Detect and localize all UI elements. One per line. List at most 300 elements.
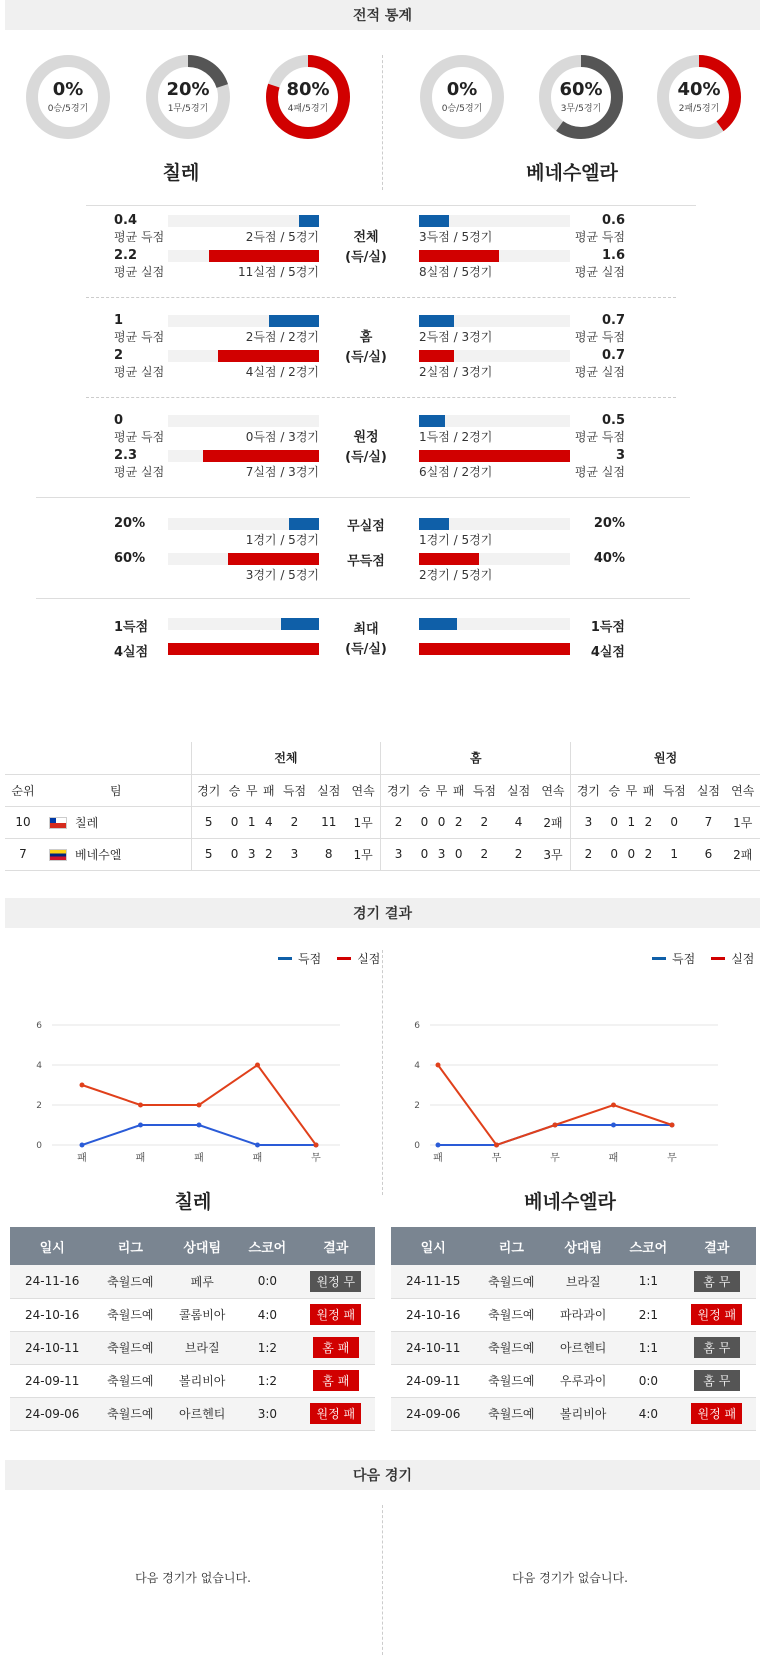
max-bar (419, 643, 570, 655)
result-opp: 볼리비아 (547, 1397, 619, 1430)
stat-detail: 2득점 / 3경기 (419, 330, 493, 344)
column-header: 결과 (297, 1227, 375, 1265)
result-cell (297, 1397, 375, 1430)
clean-detail: 2경기 / 5경기 (419, 568, 493, 582)
result-league: 축월드예 (475, 1331, 547, 1364)
concede-bar (419, 450, 570, 462)
table-row (391, 1298, 756, 1331)
table-row (391, 1265, 756, 1298)
stat-cell: 2 (640, 838, 657, 870)
column-header: 무 (243, 774, 260, 806)
concede-bar (218, 350, 319, 362)
clean-detail: 3경기 / 5경기 (245, 568, 319, 582)
stat-detail: 3득점 / 5경기 (419, 230, 493, 244)
column-header: 리그 (475, 1227, 547, 1265)
donut-percent: 0% (446, 79, 478, 100)
stat-value: 3 (615, 448, 625, 463)
clean-title: 무득점 (347, 554, 385, 569)
donut-chart (657, 55, 741, 139)
stat-cell: 1무 (346, 838, 381, 870)
stat-value: 0 (114, 413, 124, 428)
x-tick-label: 무 (491, 1153, 502, 1164)
no-next-match-home: 다음 경기가 없습니다. (135, 1571, 251, 1585)
column-header: 경기 (381, 774, 416, 806)
stat-cell: 0 (416, 806, 433, 838)
stat-cell: 5 (191, 806, 226, 838)
result-cell (297, 1364, 375, 1397)
section-header-next: 다음 경기 (5, 1460, 760, 1490)
result-league: 축월드예 (94, 1298, 166, 1331)
team-name: 칠레 (75, 815, 99, 830)
donut-subtext: 0승/5경기 (47, 104, 89, 114)
stat-cell: 8 (312, 838, 346, 870)
donut-subtext: 1무/5경기 (167, 104, 209, 114)
column-header: 리그 (94, 1227, 166, 1265)
concede-bar (419, 250, 499, 262)
result-cell (297, 1265, 375, 1298)
stat-cell: 2 (467, 806, 501, 838)
divider (382, 950, 383, 1195)
stat-detail: 2득점 / 5경기 (245, 230, 319, 244)
donut-subtext: 0승/5경기 (441, 104, 483, 114)
score-bar (419, 315, 454, 327)
block-subtitle: (득/실) (345, 250, 387, 265)
column-header: 무 (433, 774, 450, 806)
stat-value: 0.6 (601, 213, 625, 228)
stat-cell: 4 (501, 806, 535, 838)
stat-cell: 1 (623, 806, 640, 838)
legend-away (636, 950, 754, 967)
result-badge: 원정 패 (310, 1403, 361, 1424)
block-title: 홈 (359, 330, 373, 345)
result-opp: 콜롬비아 (166, 1298, 238, 1331)
standings-table (5, 742, 760, 871)
result-score: 2:1 (619, 1298, 677, 1331)
team-name-home: 칠레 (162, 162, 200, 184)
stat-label: 평균 득점 (574, 330, 625, 344)
stat-value: 0.4 (114, 213, 138, 228)
max-value: 4실점 (114, 645, 149, 660)
stat-detail: 0득점 / 3경기 (245, 430, 319, 444)
stat-cell: 0 (606, 838, 623, 870)
max-value: 1득점 (590, 620, 625, 635)
column-header: 패 (260, 774, 277, 806)
stat-cell: 2 (640, 806, 657, 838)
stat-cell: 0 (416, 838, 433, 870)
result-opp: 아르헨티 (166, 1397, 238, 1430)
donut-percent: 20% (166, 79, 210, 100)
stat-label: 평균 득점 (114, 230, 165, 244)
result-date: 24-09-06 (391, 1397, 475, 1430)
result-score: 1:1 (619, 1265, 677, 1298)
column-header: 순위 (5, 774, 41, 806)
table-row (391, 1331, 756, 1364)
group-away: 원정 (571, 742, 760, 774)
block-subtitle: (득/실) (345, 350, 387, 365)
stat-detail: 1득점 / 2경기 (419, 430, 493, 444)
stat-cell: 2 (260, 838, 277, 870)
concede-bar (419, 350, 454, 362)
table-row (10, 1298, 375, 1331)
y-tick-label: 2 (414, 1101, 420, 1111)
result-score: 4:0 (619, 1397, 677, 1430)
stat-cell: 4 (260, 806, 277, 838)
stat-cell: 2 (450, 806, 467, 838)
result-league: 축월드예 (94, 1397, 166, 1430)
line-chart-home (30, 1005, 365, 1175)
stat-value: 1 (114, 313, 124, 328)
result-league: 축월드예 (94, 1364, 166, 1397)
y-tick-label: 4 (36, 1061, 42, 1071)
stat-detail: 4실점 / 2경기 (245, 365, 319, 379)
stat-label: 평균 득점 (574, 430, 625, 444)
table-row (10, 1331, 375, 1364)
column-header: 상대팀 (166, 1227, 238, 1265)
result-badge: 원정 패 (691, 1304, 742, 1325)
stat-block-title (336, 328, 396, 368)
result-score: 4:0 (238, 1298, 296, 1331)
stat-cell: 2 (467, 838, 501, 870)
block-title: 최대 (353, 622, 379, 637)
stat-block-title (336, 428, 396, 468)
result-badge: 원정 무 (310, 1271, 361, 1292)
result-score: 3:0 (238, 1397, 296, 1430)
result-opp: 아르헨티 (547, 1331, 619, 1364)
stat-cell: 2 (501, 838, 535, 870)
clean-value: 60% (114, 551, 146, 566)
clean-detail: 1경기 / 5경기 (245, 533, 319, 547)
data-point (436, 1143, 441, 1148)
x-tick-label: 무 (550, 1153, 560, 1164)
data-point (138, 1123, 143, 1128)
stat-cell: 1 (243, 806, 260, 838)
data-point (436, 1063, 441, 1068)
divider (36, 497, 690, 498)
max-value: 4실점 (590, 645, 625, 660)
stat-cell: 2 (277, 806, 311, 838)
donut-subtext: 3무/5경기 (560, 104, 602, 114)
column-header: 득점 (467, 774, 501, 806)
column-header: 결과 (678, 1227, 756, 1265)
section-header-stats: 전적 통계 (5, 0, 760, 30)
result-league: 축월드예 (475, 1364, 547, 1397)
column-header: 승 (226, 774, 243, 806)
stat-cell: 2 (381, 806, 416, 838)
clean-bar (289, 518, 319, 530)
stat-value: 0.5 (601, 413, 625, 428)
result-date: 24-09-11 (391, 1364, 475, 1397)
y-tick-label: 0 (414, 1141, 420, 1151)
no-next-match-away: 다음 경기가 없습니다. (512, 1571, 628, 1585)
clean-bar (419, 518, 449, 530)
data-point (670, 1123, 675, 1128)
clean-value: 20% (593, 516, 625, 531)
clean-title: 무실점 (347, 519, 385, 534)
stat-detail: 8실점 / 5경기 (419, 265, 493, 279)
stat-cell: 0 (226, 838, 243, 870)
legend-score: 득점 (298, 952, 322, 966)
stat-cell: 0 (606, 806, 623, 838)
flag-icon (49, 817, 67, 829)
legend-score: 득점 (672, 952, 696, 966)
x-tick-label: 패 (252, 1153, 263, 1164)
x-tick-label: 패 (433, 1153, 443, 1164)
column-header: 득점 (657, 774, 691, 806)
donut-percent: 80% (286, 79, 330, 100)
result-badge: 홈 패 (313, 1370, 359, 1391)
divider (86, 297, 676, 298)
stat-cell: 1무 (726, 806, 760, 838)
standings-row (5, 838, 760, 870)
stat-value: 2 (114, 348, 124, 363)
stat-cell: 3 (381, 838, 416, 870)
y-tick-label: 6 (414, 1021, 420, 1031)
results-header (10, 1227, 375, 1265)
column-header: 승 (606, 774, 623, 806)
stat-label: 평균 실점 (574, 465, 625, 479)
column-header: 상대팀 (547, 1227, 619, 1265)
result-cell (678, 1331, 756, 1364)
stat-value: 0.7 (601, 348, 625, 363)
stat-cell: 2패 (726, 838, 760, 870)
stat-detail: 7실점 / 3경기 (245, 465, 319, 479)
stat-cell: 0 (657, 806, 691, 838)
x-tick-label: 패 (194, 1153, 204, 1164)
result-date: 24-10-11 (391, 1331, 475, 1364)
divider (86, 397, 676, 398)
results-header (391, 1227, 756, 1265)
stat-label: 평균 득점 (574, 230, 625, 244)
flag-canton (50, 818, 56, 823)
table-row (10, 1364, 375, 1397)
x-tick-label: 패 (135, 1153, 146, 1164)
stat-cell: 6 (691, 838, 725, 870)
column-header: 무 (623, 774, 640, 806)
result-badge: 홈 무 (694, 1370, 740, 1391)
donut-chart (539, 55, 623, 139)
result-cell (678, 1265, 756, 1298)
flag-icon (49, 849, 67, 861)
legend-concede: 실점 (731, 952, 755, 966)
clean-bar (228, 553, 319, 565)
concede-bar (209, 250, 319, 262)
result-score: 0:0 (238, 1265, 296, 1298)
data-point (138, 1103, 143, 1108)
column-header: 스코어 (238, 1227, 296, 1265)
result-opp: 페루 (166, 1265, 238, 1298)
team-name-away: 베네수엘라 (526, 162, 618, 184)
legend-home (262, 950, 380, 967)
team-cell (41, 806, 191, 838)
result-opp: 우루과이 (547, 1364, 619, 1397)
divider (382, 1505, 383, 1655)
results-table-away (391, 1227, 756, 1431)
y-tick-label: 0 (36, 1141, 42, 1151)
result-date: 24-10-16 (391, 1298, 475, 1331)
bar-track (168, 215, 319, 227)
divider (86, 205, 696, 206)
results-team-home: 칠레 (174, 1191, 212, 1213)
result-opp: 브라질 (547, 1265, 619, 1298)
stat-label: 평균 득점 (114, 330, 165, 344)
result-opp: 파라과이 (547, 1298, 619, 1331)
stat-cell: 0 (623, 838, 640, 870)
y-tick-label: 6 (36, 1021, 42, 1031)
stat-cell: 0 (433, 806, 450, 838)
stat-cell: 1 (657, 838, 691, 870)
donut-percent: 60% (559, 79, 603, 100)
clean-detail: 1경기 / 5경기 (419, 533, 493, 547)
stat-detail: 2득점 / 2경기 (245, 330, 319, 344)
stat-cell: 1무 (346, 806, 381, 838)
result-badge: 원정 패 (691, 1403, 742, 1424)
column-header: 연속 (346, 774, 381, 806)
table-row (391, 1397, 756, 1430)
results-table-home (10, 1227, 375, 1431)
stat-block-title (336, 228, 396, 268)
max-bar (168, 643, 319, 655)
stat-value: 1.6 (601, 248, 625, 263)
result-cell (297, 1298, 375, 1331)
stat-cell: 3 (571, 806, 606, 838)
column-header: 득점 (277, 774, 311, 806)
block-title: 전체 (353, 230, 379, 245)
result-score: 1:2 (238, 1364, 296, 1397)
result-badge: 원정 패 (310, 1304, 361, 1325)
standings-header (5, 774, 760, 806)
legend-swatch (278, 957, 292, 960)
donut-percent: 40% (677, 79, 721, 100)
result-badge: 홈 무 (694, 1271, 740, 1292)
result-score: 1:1 (619, 1331, 677, 1364)
data-point (553, 1123, 558, 1128)
column-header: 팀 (41, 774, 191, 806)
donut-subtext: 4패/5경기 (287, 104, 329, 114)
column-header: 실점 (501, 774, 535, 806)
block-title: 원정 (353, 430, 379, 445)
legend-concede: 실점 (357, 952, 381, 966)
stat-cell: 3 (277, 838, 311, 870)
score-bar (419, 415, 445, 427)
column-header: 승 (416, 774, 433, 806)
column-header: 패 (640, 774, 657, 806)
max-title (336, 620, 396, 660)
max-bar (281, 618, 319, 630)
divider (382, 55, 383, 190)
team-name: 베네수엘 (75, 847, 122, 862)
donut-chart (266, 55, 350, 139)
result-badge: 홈 패 (313, 1337, 359, 1358)
concede-bar (203, 450, 319, 462)
x-tick-label: 무 (311, 1153, 321, 1164)
stat-cell: 3무 (536, 838, 571, 870)
data-point (197, 1103, 202, 1108)
rank: 7 (5, 838, 41, 870)
clean-value: 40% (593, 551, 625, 566)
result-date: 24-11-15 (391, 1265, 475, 1298)
max-bar (419, 618, 457, 630)
x-tick-label: 패 (608, 1153, 619, 1164)
result-badge: 홈 무 (694, 1337, 740, 1358)
column-header: 경기 (191, 774, 226, 806)
section-header-results: 경기 결과 (5, 898, 760, 928)
stat-label: 평균 실점 (574, 365, 625, 379)
group-total: 전체 (191, 742, 381, 774)
donut-chart (420, 55, 504, 139)
donut-chart (146, 55, 230, 139)
result-cell (678, 1364, 756, 1397)
data-point (255, 1143, 260, 1148)
series-line (438, 1125, 672, 1145)
line-chart-away (408, 1005, 743, 1175)
score-bar (269, 315, 319, 327)
x-tick-label: 패 (77, 1153, 87, 1164)
table-row (10, 1397, 375, 1430)
stat-value: 0.7 (601, 313, 625, 328)
result-league: 축월드예 (94, 1265, 166, 1298)
data-point (494, 1143, 499, 1148)
stat-cell: 7 (691, 806, 725, 838)
block-subtitle: (득/실) (345, 642, 387, 657)
standings-row (5, 806, 760, 838)
legend-swatch (337, 957, 351, 960)
legend-swatch (652, 957, 666, 960)
data-point (611, 1103, 616, 1108)
data-point (80, 1143, 85, 1148)
stat-cell: 11 (312, 806, 346, 838)
score-bar (299, 215, 319, 227)
table-row (10, 1265, 375, 1298)
data-point (80, 1083, 85, 1088)
result-cell (678, 1298, 756, 1331)
stat-cell: 3 (433, 838, 450, 870)
results-team-away: 베네수엘라 (524, 1191, 616, 1213)
team-cell (41, 838, 191, 870)
stat-cell: 0 (226, 806, 243, 838)
stat-detail: 11실점 / 5경기 (238, 265, 319, 279)
data-point (255, 1063, 260, 1068)
column-header: 실점 (691, 774, 725, 806)
data-point (314, 1143, 319, 1148)
result-league: 축월드예 (475, 1265, 547, 1298)
stat-detail: 2실점 / 3경기 (419, 365, 493, 379)
stat-label: 평균 실점 (114, 365, 165, 379)
series-line (82, 1125, 316, 1145)
result-date: 24-09-06 (10, 1397, 94, 1430)
stat-cell: 0 (450, 838, 467, 870)
result-league: 축월드예 (94, 1331, 166, 1364)
donut-chart (26, 55, 110, 139)
clean-value: 20% (114, 516, 146, 531)
y-tick-label: 2 (36, 1101, 42, 1111)
column-header: 일시 (391, 1227, 475, 1265)
result-league: 축월드예 (475, 1298, 547, 1331)
column-header: 경기 (571, 774, 606, 806)
result-score: 0:0 (619, 1364, 677, 1397)
result-date: 24-09-11 (10, 1364, 94, 1397)
donut-subtext: 2패/5경기 (678, 104, 720, 114)
block-subtitle: (득/실) (345, 450, 387, 465)
clean-bar (419, 553, 479, 565)
legend-swatch (711, 957, 725, 960)
stat-cell: 3 (243, 838, 260, 870)
column-header: 연속 (536, 774, 571, 806)
rank: 10 (5, 806, 41, 838)
result-opp: 브라질 (166, 1331, 238, 1364)
data-point (197, 1123, 202, 1128)
y-tick-label: 4 (414, 1061, 420, 1071)
score-bar (419, 215, 449, 227)
